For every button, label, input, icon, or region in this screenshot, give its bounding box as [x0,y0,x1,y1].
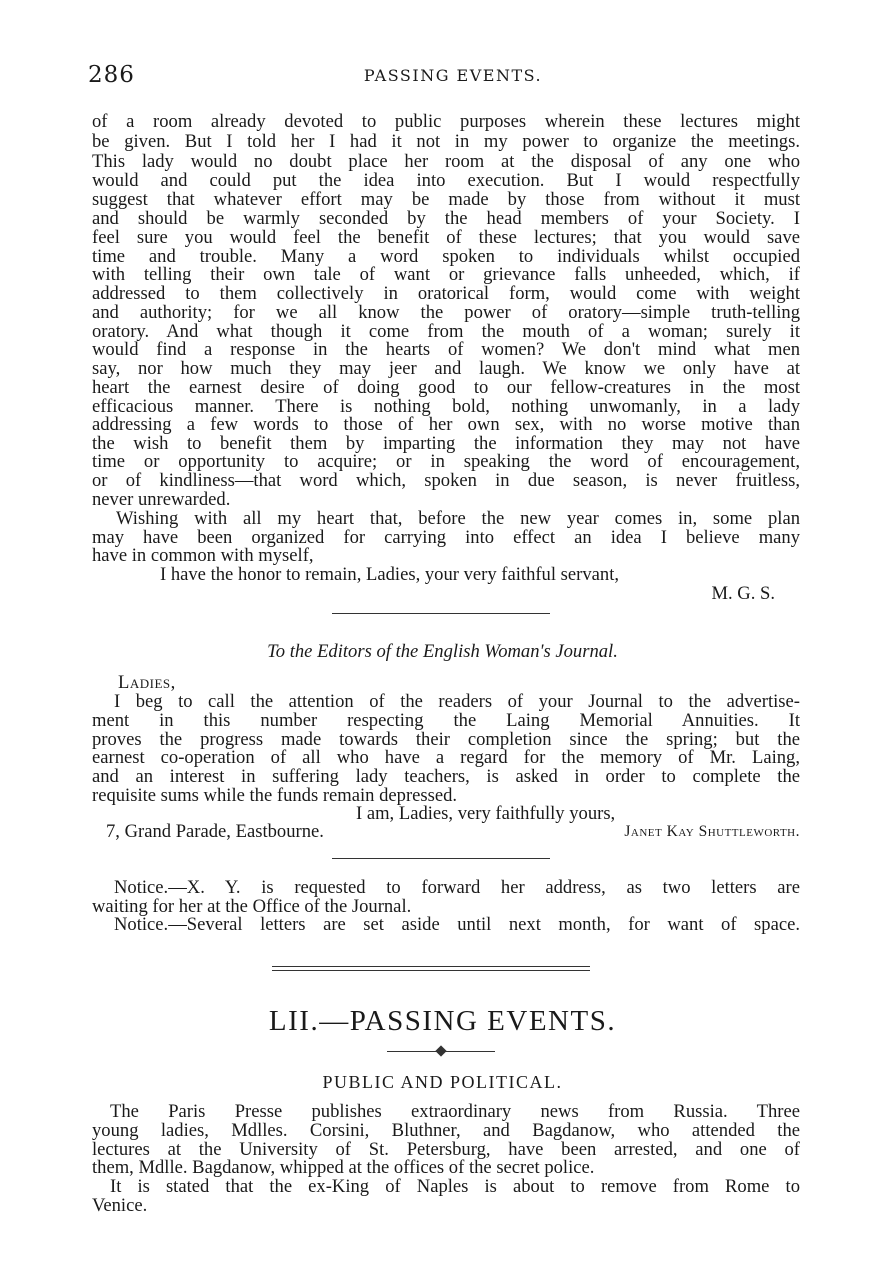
sender-address: 7, Grand Parade, Eastbourne. [106,821,324,842]
text-line: young ladies, Mdlles. Corsini, Bluthner, and Bagdanow, who attended the [92,1120,800,1141]
diamond-ornament-icon [435,1045,446,1056]
text-line: would find a response in the hearts of women? We don't mind what men [92,339,800,360]
text-line: say, nor how much they may jeer and laugh. We know we only have at [92,358,800,379]
text-line: never unrewarded. [92,489,231,510]
text-line: would and could put the idea into execution. But I would respectfully [92,170,800,191]
text-line: be given. But I told her I had it not in my power to organize the meetings. [92,131,800,152]
page-number: 286 [88,62,135,88]
text-line: time and trouble. Many a word spoken to individuals whilst occupied [92,246,800,267]
divider [332,613,550,614]
text-line: and an interest in suffering lady teachers, is asked in order to complete the [92,766,800,787]
notice-line: waiting for her at the Office of the Journal. [92,896,412,917]
double-rule-bottom [272,970,590,971]
text-line: with telling their own tale of want or grievance falls unheeded, which, if [92,264,800,285]
text-line: time or opportunity to acquire; or in speaking the word of encouragement, [92,451,800,472]
text-line: This lady would no doubt place her room at the disposal of any one who [92,151,800,172]
letter-closing: I am, Ladies, very faithfully yours, [356,803,616,824]
text-line: may have been organized for carrying into effect an idea I believe many [92,527,800,548]
text-line: earnest co-operation of all who have a regard for the memory of Mr. Laing, [92,747,800,768]
text-line: have in common with myself, [92,545,314,566]
letter-closing: I have the honor to remain, Ladies, your very faithful servant, [160,564,620,585]
salutation: Ladies, [118,672,176,693]
text-line: and should be warmly seconded by the head members of your Society. I [92,208,800,229]
signature: M. G. S. [711,583,775,604]
text-line: feel sure you would feel the benefit of these lectures; that you would save [92,227,800,248]
text-line: them, Mdlle. Bagdanow, whipped at the offices of the secret police. [92,1157,595,1178]
text-line: Wishing with all my heart that, before the new year comes in, some plan [116,508,800,529]
notice-line: Notice.—Several letters are set aside until next month, for want of space. [114,914,800,935]
section-subtitle: PUBLIC AND POLITICAL. [322,1072,563,1092]
text-line: lectures at the University of St. Petersburg, have been arrested, and one of [92,1139,800,1160]
signature: Janet Kay Shuttleworth. [624,823,800,840]
double-rule-top [272,966,590,967]
notice-line: Notice.—X. Y. is requested to forward her address, as two letters are [114,877,800,898]
text-line: heart the earnest desire of doing good to our fellow-creatures in the most [92,377,800,398]
text-line: The Paris Presse publishes extraordinary news from Russia. Three [110,1101,800,1122]
page-header [88,62,818,92]
section-title: LII.—PASSING EVENTS. [268,1005,617,1037]
text-line: and authority; for we all know the power of oratory—simple truth-telling [92,302,800,323]
text-line: or of kindliness—that word which, spoken in due season, is never fruitless, [92,470,800,491]
running-title: PASSING EVENTS. [363,66,543,85]
text-line: suggest that whatever effort may be made by those from without it must [92,189,800,210]
text-line: addressed to them collectively in oratorical form, would come with weight [92,283,800,304]
letter-heading: To the Editors of the English Woman's Journal. [267,641,618,662]
text-line: ment in this number respecting the Laing Memorial Annuities. It [92,710,800,731]
text-line: the wish to benefit them by imparting the information they may not have [92,433,800,454]
text-line: efficacious manner. There is nothing bold, nothing unwomanly, in a lady [92,396,800,417]
text-line: I beg to call the attention of the readers of your Journal to the advertise- [114,691,800,712]
text-line: oratory. And what though it come from the mouth of a woman; surely it [92,321,800,342]
text-line: addressing a few words to those of her own sex, with no worse motive than [92,414,800,435]
text-line: of a room already devoted to public purposes wherein these lectures might [92,111,800,132]
text-line: proves the progress made towards their completion since the spring; but the [92,729,800,750]
text-line: requisite sums while the funds remain depressed. [92,785,458,806]
text-line: It is stated that the ex-King of Naples is about to remove from Rome to [110,1176,800,1197]
text-line: Venice. [92,1195,148,1216]
divider [332,858,550,859]
